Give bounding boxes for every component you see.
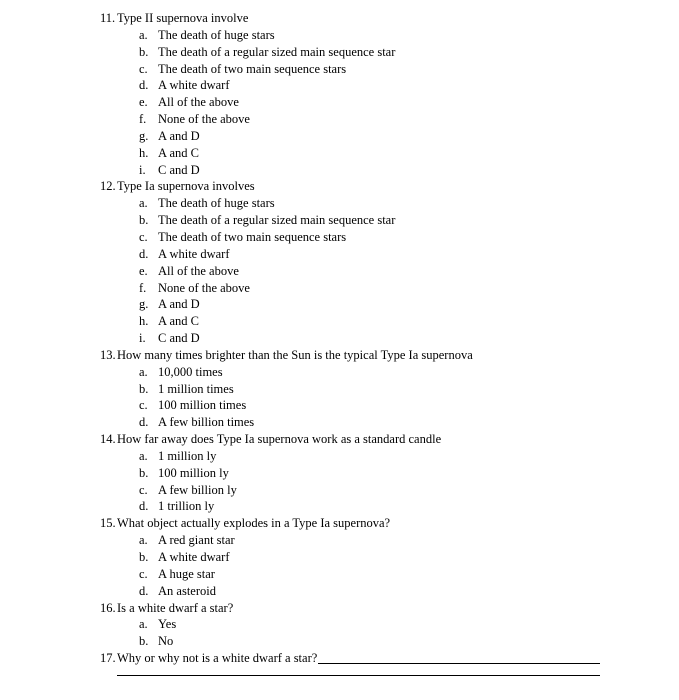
question-16 <box>0 600 679 651</box>
option-letter: a. <box>139 617 148 632</box>
answer-option <box>0 212 679 229</box>
answer-option <box>0 61 679 78</box>
answer-option <box>0 633 679 650</box>
answer-option <box>0 246 679 263</box>
option-text: The death of huge stars <box>158 27 275 42</box>
question-text: What object actually explodes in a Type Ia supernova? <box>117 516 391 531</box>
answer-option <box>0 111 679 128</box>
answer-option <box>0 280 679 297</box>
question-text: How many times brighter than the Sun is the typical Type Ia supernova <box>117 347 473 362</box>
option-letter: d. <box>139 246 149 261</box>
question-stem <box>0 10 679 27</box>
answer-option <box>0 498 679 515</box>
answer-option <box>0 381 679 398</box>
answer-option <box>0 195 679 212</box>
option-letter: i. <box>139 331 146 346</box>
option-text: The death of a regular sized main sequence star <box>158 213 396 228</box>
answer-option <box>0 583 679 600</box>
option-letter: b. <box>139 465 149 480</box>
option-letter: e. <box>139 95 148 110</box>
answer-option <box>0 44 679 61</box>
option-letter: c. <box>139 398 148 413</box>
option-text: A white dwarf <box>158 78 230 93</box>
answer-option <box>0 364 679 381</box>
option-text: 1 trillion ly <box>158 499 215 514</box>
question-15 <box>0 515 679 599</box>
option-letter: a. <box>139 196 148 211</box>
option-letter: h. <box>139 314 149 329</box>
option-letter: f. <box>139 280 147 295</box>
question-stem <box>0 600 679 617</box>
answer-option <box>0 465 679 482</box>
option-letter: b. <box>139 44 149 59</box>
answer-option <box>0 145 679 162</box>
option-text: C and D <box>158 331 200 346</box>
question-12 <box>0 178 679 346</box>
option-letter: c. <box>139 61 148 76</box>
option-text: The death of a regular sized main sequence star <box>158 44 396 59</box>
option-letter: i. <box>139 162 146 177</box>
option-text: A and D <box>158 128 200 143</box>
option-letter: f. <box>139 112 147 127</box>
question-13 <box>0 347 679 431</box>
answer-option <box>0 482 679 499</box>
option-letter: b. <box>139 213 149 228</box>
answer-option <box>0 566 679 583</box>
option-letter: a. <box>139 27 148 42</box>
option-text: A red giant star <box>158 533 235 548</box>
answer-option <box>0 532 679 549</box>
option-letter: e. <box>139 263 148 278</box>
option-letter: h. <box>139 145 149 160</box>
question-text: Type Ia supernova involves <box>117 179 255 194</box>
option-text: A white dwarf <box>158 246 230 261</box>
question-number: 17. <box>100 651 116 666</box>
option-text: None of the above <box>158 280 250 295</box>
question-17 <box>0 650 679 687</box>
answer-option <box>0 296 679 313</box>
question-text: Is a white dwarf a star? <box>117 600 234 615</box>
option-letter: a. <box>139 448 148 463</box>
option-letter: d. <box>139 583 149 598</box>
option-text: A huge star <box>158 566 215 581</box>
question-list <box>0 10 679 687</box>
answer-option <box>0 616 679 633</box>
question-number: 13. <box>100 347 116 362</box>
question-stem <box>0 515 679 532</box>
answer-option <box>0 313 679 330</box>
option-text: A few billion times <box>158 415 255 430</box>
answer-option <box>0 162 679 179</box>
question-11 <box>0 10 679 178</box>
option-letter: c. <box>139 566 148 581</box>
question-number: 11. <box>100 11 116 25</box>
option-text: All of the above <box>158 263 239 278</box>
answer-option <box>0 229 679 246</box>
answer-blank-inline[interactable] <box>318 652 600 664</box>
question-text: Why or why not is a white dwarf a star? <box>117 651 318 666</box>
question-number: 14. <box>100 432 116 447</box>
question-stem <box>0 650 679 667</box>
option-text: Yes <box>158 617 177 632</box>
option-text: A white dwarf <box>158 550 230 564</box>
option-letter: b. <box>139 634 149 649</box>
answer-blank-line[interactable] <box>117 675 600 676</box>
question-number: 15. <box>100 516 116 531</box>
question-stem <box>0 431 679 448</box>
option-text: 10,000 times <box>158 364 223 379</box>
option-letter: d. <box>139 499 149 514</box>
option-text: The death of huge stars <box>158 196 275 211</box>
option-text: 100 million times <box>158 398 247 413</box>
option-text: No <box>158 634 174 649</box>
option-letter: a. <box>139 364 148 379</box>
question-stem <box>0 347 679 364</box>
question-text: How far away does Type Ia supernova work as a standard candle <box>117 432 442 447</box>
answer-option <box>0 330 679 347</box>
option-text: A and C <box>158 145 199 160</box>
option-text: None of the above <box>158 112 250 127</box>
answer-option <box>0 414 679 431</box>
answer-option <box>0 549 679 566</box>
answer-option <box>0 77 679 94</box>
answer-option <box>0 263 679 280</box>
option-text: A and C <box>158 314 199 329</box>
option-text: All of the above <box>158 95 239 110</box>
option-text: C and D <box>158 162 200 177</box>
option-letter: c. <box>139 229 148 244</box>
option-letter: b. <box>139 381 149 396</box>
question-14 <box>0 431 679 515</box>
option-text: A few billion ly <box>158 482 237 497</box>
question-number: 12. <box>100 179 116 194</box>
option-letter: c. <box>139 482 148 497</box>
option-letter: d. <box>139 78 149 93</box>
answer-option <box>0 94 679 111</box>
option-text: 100 million ly <box>158 465 229 480</box>
option-letter: g. <box>139 297 149 312</box>
option-letter: d. <box>139 415 149 430</box>
option-text: An asteroid <box>158 583 216 598</box>
option-text: 1 million ly <box>158 448 217 463</box>
option-letter: b. <box>139 550 149 564</box>
answer-option <box>0 397 679 414</box>
question-stem <box>0 178 679 195</box>
option-text: The death of two main sequence stars <box>158 229 347 244</box>
option-text: A and D <box>158 297 200 312</box>
question-text: Type II supernova involve <box>117 11 249 25</box>
answer-option <box>0 448 679 465</box>
option-letter: g. <box>139 128 149 143</box>
option-text: The death of two main sequence stars <box>158 61 347 76</box>
question-number: 16. <box>100 600 116 615</box>
option-letter: a. <box>139 533 148 548</box>
answer-option <box>0 27 679 44</box>
option-text: 1 million times <box>158 381 234 396</box>
answer-option <box>0 128 679 145</box>
